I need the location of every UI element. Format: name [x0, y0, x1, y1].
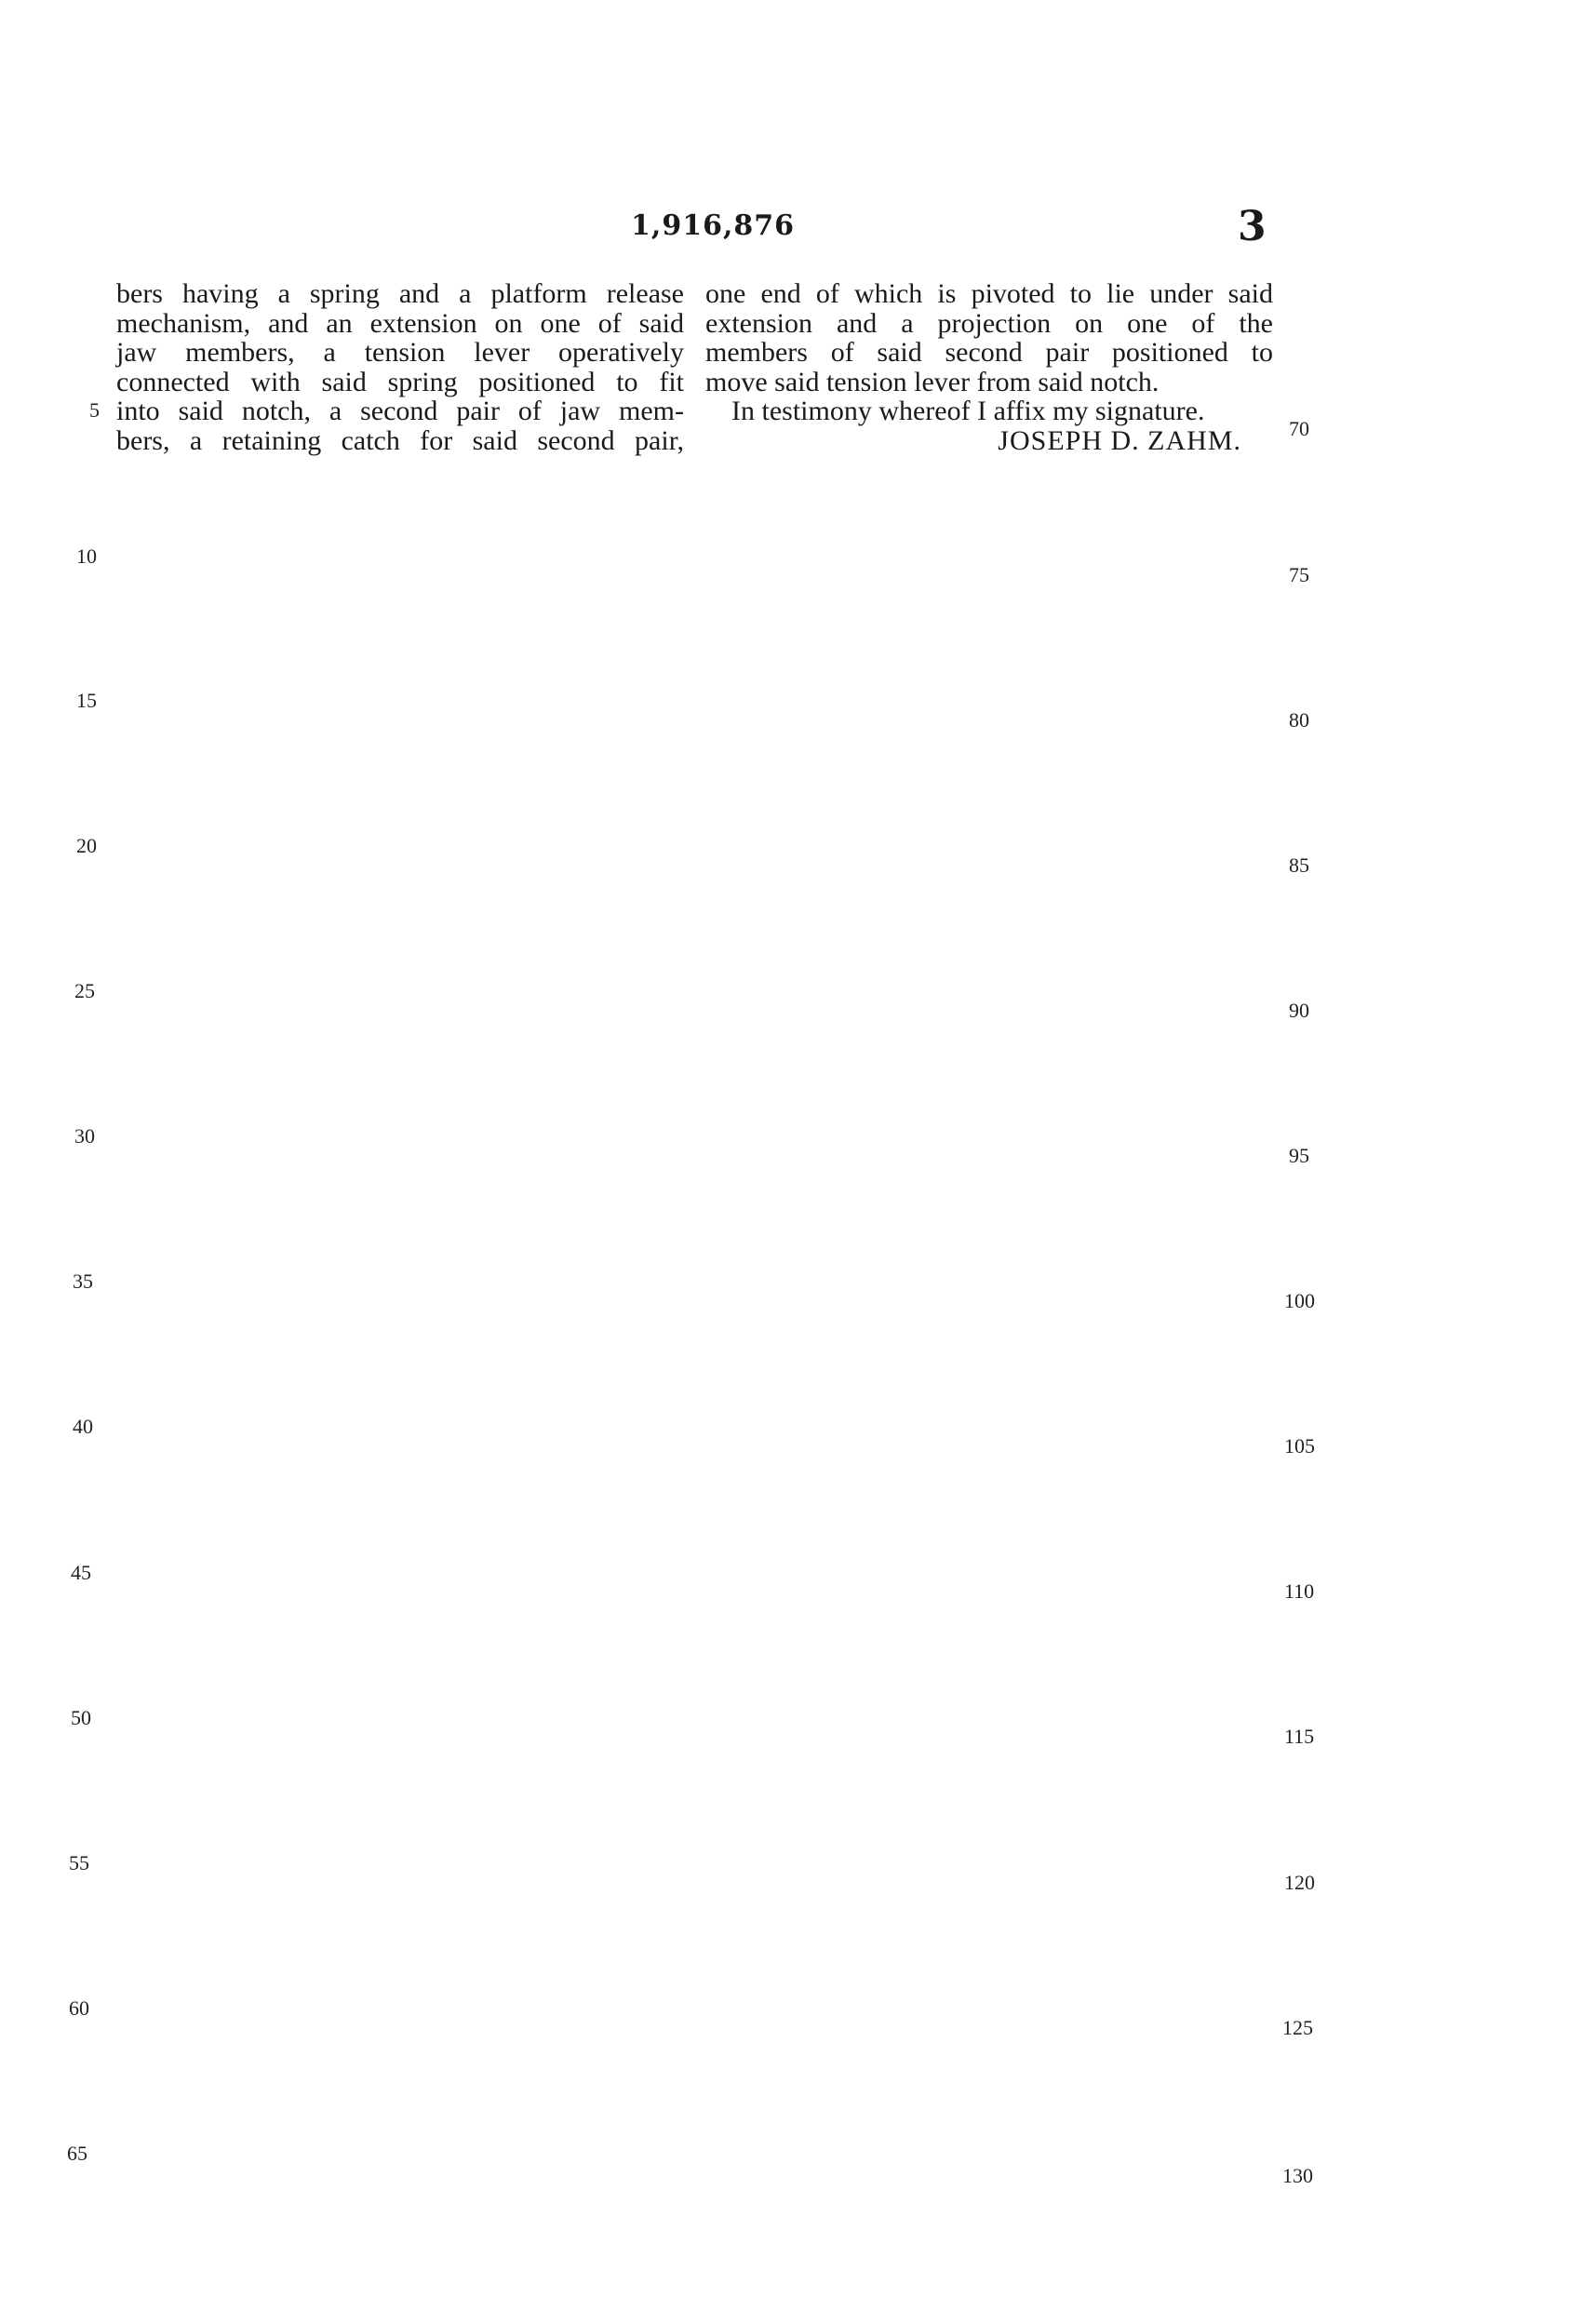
- line-number: 40: [73, 1415, 93, 1438]
- left-column: [116, 279, 684, 455]
- line-number: 110: [1284, 1579, 1315, 1603]
- text-line: connected with said spring positioned to fit: [116, 366, 684, 397]
- line-number: 55: [69, 1851, 89, 1874]
- text-line: one end of which is pivoted to lie under said: [705, 278, 1273, 309]
- line-number: 45: [71, 1561, 91, 1584]
- text-line: mechanism, and an extension on one of said: [116, 307, 684, 339]
- text-line: bers, a retaining catch for said second pair,: [116, 424, 684, 456]
- patent-number: 1,916,876: [631, 209, 796, 242]
- line-number: 30: [74, 1124, 95, 1148]
- line-number: 100: [1284, 1289, 1315, 1312]
- text-line: into said notch, a second pair of jaw mem-: [116, 396, 684, 426]
- line-number: 95: [1289, 1144, 1309, 1167]
- line-number: 130: [1282, 2164, 1313, 2187]
- line-number: 5: [89, 398, 100, 422]
- line-number: 105: [1284, 1434, 1315, 1458]
- line-number: 115: [1284, 1725, 1315, 1748]
- line-number: 85: [1289, 853, 1309, 877]
- page-number: 3: [1238, 203, 1267, 250]
- line-number: 65: [67, 2142, 87, 2165]
- line-number: 80: [1289, 708, 1309, 732]
- right-column: [705, 279, 1273, 455]
- line-number: 60: [69, 1996, 89, 2020]
- line-number: 120: [1284, 1871, 1315, 1894]
- line-number: 15: [76, 689, 97, 712]
- text-line: bers having a spring and a platform release: [116, 278, 684, 309]
- signature: JOSEPH D. ZAHM.: [998, 424, 1241, 456]
- line-number: 50: [71, 1706, 91, 1729]
- line-number: 70: [1289, 417, 1309, 440]
- text-line: jaw members, a tension lever operatively: [116, 337, 684, 368]
- text-line: move said tension lever from said notch.: [705, 366, 1160, 397]
- text-line: members of said second pair positioned to: [705, 337, 1273, 368]
- line-number: 75: [1289, 563, 1309, 586]
- line-number: 125: [1282, 2016, 1313, 2039]
- line-number: 25: [74, 979, 95, 1002]
- text-line: extension and a projection on one of the: [705, 307, 1273, 339]
- line-number: 90: [1289, 999, 1309, 1022]
- line-number: 20: [76, 834, 97, 857]
- line-number: 35: [73, 1269, 93, 1293]
- testimony-line: In testimony whereof I affix my signature.: [731, 396, 1205, 426]
- line-number: 10: [76, 544, 97, 568]
